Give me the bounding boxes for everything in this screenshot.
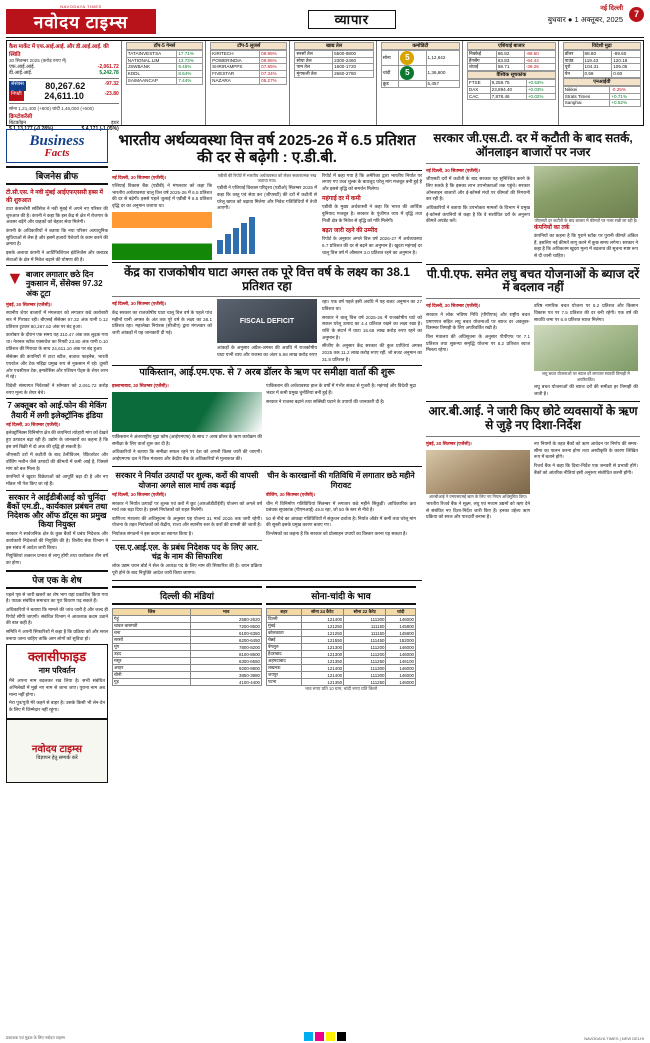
page-one-item-2: अधिकारियों ने बताया कि मामले की जांच जारी है और जल्द ही रिपोर्ट सौंपी जाएगी। संबंधित विभाग ने आवश्यक कदम उठाने की बात कही है। — [6, 606, 108, 626]
export-body-2: वाणिज्य मंत्रालय की अधिसूचना के अनुसार यह योजना 31 मार्च 2026 तक जारी रहेगी। योजना के तहत निर्यातकों को केंद्रीय, राज्य और स्थानीय स्तर के करों की वापसी की जाती है। — [112, 515, 262, 528]
edible-oil-table — [294, 50, 373, 78]
table-row: पाम तेल 1600-1720 — [295, 64, 373, 71]
lead-more-1: एडीबी के मुख्य अर्थशास्त्री ने कहा कि भारत की आर्थिक बुनियाद मजबूत है। सरकार के पूंजीगत व्यय में वृद्धि तथा निजी क्षेत्र के निवेश से वृद्धि को गति मिलेगी। — [322, 204, 422, 223]
page-one-item-1: पहले पृष्ठ से जारी खबरों का शेष भाग यहां प्रकाशित किया गया है। पाठक संबंधित समाचार का पूरा विवरण पढ़ सकते हैं। — [6, 591, 108, 604]
pakistan-body-2: अधिकारियों ने बताया कि समीक्षा सफल रहने पर देश को अगली किस्त जारी की जाएगी। आईएमएफ दल ने वित्त मंत्रालय और केंद्रीय बैंक के अधिकारियों से मुलाकात की। — [112, 449, 262, 461]
market-data-strip — [6, 40, 644, 132]
lead-dateline: नई दिल्ली, 30 सितम्बर (एजेंसी)। — [112, 174, 167, 180]
sensex-label: सेंसेक्स — [9, 81, 26, 91]
edible-oil-title: खाद्य तेल — [294, 42, 373, 50]
gold-silver-table: शहर सोना 24 कैरेट सोना 22 कैरेट चांदी दिल्ली 121400 111300 146000 मुंबई 121250 111150 145800 कोलकाता 121250 111150 145800 चेन्नई 121550 111450 152000 बेंगलुरु 121300 111200 146000 हैदराबाद 121300 111200 146000 अहमदाबाद 121350 111250 146100 लखनऊ 121400 111300 146000 जयपुर 121400 111300 146000 पटना 121350 111250 146000 — [268, 609, 414, 685]
table-row: पाउंड 119.43 120.18 — [563, 57, 640, 64]
table-row: उड़द 8100-8600 — [114, 651, 260, 657]
table-row: Nikkei -0.25% — [563, 86, 640, 93]
table-row: मुंबई 121250 111150 145800 — [268, 623, 414, 629]
page-one-item-3: समिति ने अपनी सिफारिशों में कहा है कि प्रक्रिया को और सरल बनाया जाना चाहिए ताकि आम लोगों को सुविधा हो। — [6, 628, 108, 641]
table-row: Sanghai +0.52% — [563, 100, 640, 107]
edible-oil-box — [292, 41, 376, 125]
pakistan-flag-photo — [112, 392, 262, 432]
advertisement-box — [6, 719, 108, 783]
gold-silver-line: सोना 1,21,400 (+800) चांदी 1,46,000 (+600) — [9, 106, 94, 111]
table-row: क्रूड 5,457 — [381, 81, 459, 88]
commodity-title: कमोडिटी — [381, 42, 460, 50]
gst-dateline: नई दिल्ली, 30 सितम्बर (एजेंसी)। — [426, 167, 481, 173]
gst-body-1: जीएसटी दरों में कटौती के बाद सरकार यह सुनिश्चित करने के लिए सतर्क है कि इसका लाभ उपभोक्ताओं तक पहुंचे। सरकार ऑनलाइन बाजारों और ई-कॉमर्स मंचों पर कीमतों की निगरानी कर रही है। — [426, 176, 530, 202]
fiscal-headline: केंद्र का राजकोषीय घाटा अगस्त तक पूरे वित्त वर्ष के लक्ष्य का 38.1 प्रतिशत रहा — [124, 264, 410, 293]
electronics-story-dateline: नई दिल्ली, 30 सितम्बर (एजेंसी)। — [6, 421, 61, 427]
gold-silver-note: भाव रुपए प्रति 10 ग्राम, चांदी रुपए प्रति किलो — [304, 686, 378, 692]
lead-body — [112, 173, 422, 260]
forex-title: विदेशी मुद्रा — [563, 42, 641, 50]
table-row: KDDL 8.64% — [126, 71, 202, 78]
brief-body-3: इसके अलावा कंपनी ने आर्टिफिशियल इंटेलिजेंस और क्लाउड सेवाओं के क्षेत्र में निवेश बढ़ाने की घोषणा की है। — [6, 249, 108, 262]
nifty-value: 24,611.10 — [44, 91, 84, 101]
rbi-dateline: मुंबई, 30 सितम्बर (एजेंसी)। — [426, 441, 472, 447]
market-story-dateline: मुंबई, 30 सितम्बर (एजेंसी)। — [6, 301, 52, 307]
commodity-box — [379, 41, 463, 125]
fiscal-body-3: सरकार ने चालू वित्त वर्ष 2025-26 में राजकोषीय घाटे को सकल घरेलू उत्पाद का 4.4 प्रतिशत रखने का लक्ष्य रखा है। राशि के संदर्भ में घाटा 15.69 लाख करोड़ रुपए रहने का अनुमान है। — [322, 314, 422, 340]
ad-line: विज्ञापन हेतु सम्पर्क करें — [36, 754, 78, 761]
electronics-story-body-1: इलेक्ट्रॉनिक्स विनिर्माण क्षेत्र की कंपनियां त्योहारी मांग को देखते हुए उत्पादन बढ़ा रही हैं। उद्योग के जानकारों का कहना है कि इस वर्ष बिक्री में दो अंक की वृद्धि हो सकती है। — [6, 430, 108, 449]
nav-index-title: एनआईवी — [563, 78, 641, 86]
lead-more-2: रिपोर्ट के अनुसार अगले वित्त वर्ष 2026-27 में अर्थव्यवस्था 6.7 प्रतिशत की दर से बढ़ने का अनुमान है। खुदरा महंगाई दर चालू वित्त वर्ष में औसतन 3.0 प्रतिशत रहने का अनुमान है। — [322, 236, 422, 255]
table-row: पटना 121350 111250 146000 — [268, 679, 414, 685]
date-label: बुधवार ● 1 अक्तूबर, 2025 — [547, 14, 623, 24]
ad-brand: नवोदय टाइम्स — [31, 743, 83, 755]
lead-headline: भारतीय अर्थव्यवस्था वित्त वर्ष 2025-26 में 6.5 प्रतिशत की दर से बढ़ेगी : ए.डी.बी. — [118, 132, 416, 167]
table-row: JSWBANK 9.46% — [126, 64, 202, 71]
table-row: Strats Times +0.71% — [563, 93, 640, 100]
rbi-body-2: नए नियमों के तहत बैंकों को ऋण आवेदन पर निर्णय की समय-सीमा का पालन करना होगा तथा अस्वीकृति के कारण लिखित रूप में बताने होंगे। — [534, 441, 638, 460]
lead-sub-2: बढ़त जारी रहने की उम्मीद — [322, 228, 378, 235]
pakistan-body-4: सरकार ने राजस्व बढ़ाने तथा सब्सिडी घटाने के उपायों की जानकारी दी है। — [266, 398, 385, 404]
market-story-headline: बाजार लगातार छठे दिन नुकसान में, सेंसेक्स 97.32 अंक टूटा — [25, 270, 103, 298]
pakistan-body-1: पाकिस्तान ने अंतरराष्ट्रीय मुद्रा कोष (आईएमएफ) के साथ 7 अरब डॉलर के ऋण कार्यक्रम की समीक्षा के लिए वार्ता शुरू कर दी है। — [112, 433, 262, 446]
market-story-body-2: कारोबार के दौरान एक समय यह 310.47 अंक तक लुढ़क गया था। नेशनल स्टॉक एक्सचेंज का निफ्टी 23.80 अंक यानी 0.10 प्रतिशत की गिरावट के साथ 24,611.10 अंक पर बंद हुआ। — [6, 332, 108, 351]
top-gainers-table — [126, 50, 203, 85]
pakistan-headline: पाकिस्तान, आई.एम.एफ. से 7 अरब डॉलर के ऋण पर समीक्षा वार्ता की शुरू — [139, 367, 395, 379]
rbi-headline: आर.बी.आई. ने जारी किए छोटे व्यवसायों के ऋण से जुड़े नए दिशा-निर्देश — [428, 404, 638, 433]
table-row: SHRIRAMPPS 07.85% — [211, 64, 287, 71]
edition-label: नई दिल्ली — [600, 5, 623, 12]
table-row: शंघाई 58.71 -39.26 — [467, 64, 555, 71]
table-row: अहमदाबाद 121350 111250 146100 — [268, 658, 414, 664]
ppf-body-4: लघु बचत योजनाओं की ब्याज दरों की समीक्षा हर तिमाही की जाती है। — [534, 384, 638, 396]
gst-sub-1: कंपनियों का तर्क — [534, 225, 570, 232]
table-row: मूंगफली तेल 2660-2780 — [295, 71, 373, 78]
nifty-change: -23.80 — [104, 91, 119, 97]
table-row: निक्केई 86.82 -89.50 — [467, 51, 555, 58]
rbi-body-1: भारतीय रिजर्व बैंक ने सूक्ष्म, लघु एवं मध्यम उद्यमों को ऋण देने से संबंधित नए दिशा-निर्देश जारी किए हैं। इनका उद्देश्य ऋण प्रक्रिया को सरल और पारदर्शी बनाना है। — [426, 501, 530, 520]
china-body-3: विश्लेषकों का कहना है कि सरकार को प्रोत्साहन उपायों का विस्तार करना पड़ सकता है। — [266, 531, 408, 537]
gst-body-3: कंपनियों का कहना है कि पुराने स्टॉक पर पुरानी कीमतें अंकित हैं, इसलिए नई कीमतें लागू करने में कुछ समय लगेगा। सरकार ने कहा है कि अधिकतम खुदरा मूल्य में बदलाव की सूचना स्पष्ट रूप से दी जानी चाहिए। — [534, 233, 638, 259]
cmyk-registration-marks — [304, 1032, 346, 1041]
footer-right-note: NAVODAYA TIMES | NEW DELHI — [584, 1036, 644, 1041]
fiscal-deficit-graphic — [217, 299, 317, 343]
table-row: दिल्ली 121400 111300 146000 — [268, 616, 414, 622]
bitcoin-label: बिटकॉइन — [9, 120, 27, 126]
rbi-body-3: रिजर्व बैंक ने कहा कि दिशा-निर्देश एक जनवरी से प्रभावी होंगे। बैंकों को आंतरिक नीतियां इसी अनुरूप संशोधित करनी होंगी। — [534, 463, 638, 475]
gst-photo-caption: जीएसटी दर कटौती के बाद बाजार में कीमतों पर नजर रखी जा रही है। — [534, 217, 638, 223]
commodity-table — [381, 50, 460, 88]
nifty-label: निफ्टी — [9, 91, 24, 101]
gst-body-2: अधिकारियों ने बताया कि उपभोक्ता मामलों के विभाग ने प्रमुख ई-कॉमर्स कंपनियों से कहा है कि वे संशोधित दरों के अनुरूप कीमतें अपडेट करें। — [426, 204, 530, 224]
table-row: मसूर 6300-6550 — [114, 658, 260, 664]
table-row: FTSE 9,259.75 +0.53% — [467, 80, 555, 87]
left-column — [6, 129, 108, 783]
page-number: 7 — [629, 7, 644, 22]
ppf-dateline: नई दिल्ली, 30 सितम्बर (एजेंसी)। — [426, 303, 481, 309]
brief-headline: टी.सी.एस. ने नवी मुंबई आईएफएससी हब्स में की शुरुआत — [6, 190, 104, 204]
classified-body-1: मैंने अपना नाम बदलकर रख लिया है। सभी संबंधित अभिलेखों में मुझे नए नाम से जाना जाए। पुराना नाम अब मान्य नहीं होगा। — [9, 678, 105, 697]
table-row: यूरो 104.31 105.05 — [563, 64, 640, 71]
ppf-body-2: वित्त मंत्रालय की अधिसूचना के अनुसार पीपीएफ पर 7.1 प्रतिशत तथा सुकन्या समृद्धि योजना पर 8.2 प्रतिशत ब्याज मिलता रहेगा। — [426, 333, 530, 353]
export-dateline: नई दिल्ली, 30 सितम्बर (एजेंसी)। — [112, 491, 167, 497]
right-column — [426, 129, 640, 783]
brief-body-1: टाटा कंसल्टेंसी सर्विसेज ने नवी मुंबई में अपने नए परिसर की शुरुआत की है। कंपनी ने कहा कि इस केंद्र से क्षेत्र में रोजगार के अवसर बढ़ेंगे और ग्राहकों को बेहतर सेवा मिलेगी। — [6, 206, 108, 225]
idbi-story-headline: सरकार ने आईडीबीआई को चुनिंदा बैंकों एम.डी., कार्यकाल प्रबंधन तथा निदेशक और ऑफ डॉट्स का प्रमुख किया नियुक्त — [6, 492, 108, 530]
lead-body-3: रिपोर्ट में कहा गया है कि अमेरिका द्वारा भारतीय निर्यात पर लगाए गए उच्च शुल्क के बावजूद घरेलू मांग मजबूत बनी हुई है और इससे वृद्धि को समर्थन मिलेगा। — [322, 172, 422, 191]
india-flag-photo — [112, 212, 212, 260]
gst-market-photo — [534, 166, 638, 218]
top-losers-table — [210, 50, 287, 85]
table-row: सोना 5 1,12,642 — [381, 51, 459, 66]
idbi-story-body-1: सरकार ने सार्वजनिक क्षेत्र के कुछ बैंकों में प्रबंध निदेशक और कार्यकारी निदेशकों की नियुक्ति की है। वित्तीय सेवा विभाग ने इस संबंध में आदेश जारी किया। — [6, 531, 108, 550]
table-row: चावल बासमती 7200-8500 — [114, 623, 260, 629]
table-row: गुड़ 4100-4400 — [114, 679, 260, 685]
lead-body-1: एशियाई विकास बैंक (एडीबी) ने मंगलवार को कहा कि भारतीय अर्थव्यवस्था चालू वित्त वर्ष 2025-26 में 6.5 प्रतिशत की दर से बढ़ेगी। इससे पहले जुलाई में एडीबी ने 6.5 प्रतिशत वृद्धि दर का अनुमान जताया था। — [112, 183, 212, 209]
table-row: सरसों 6200-6450 — [114, 637, 260, 643]
down-arrow-icon: ▼ — [6, 268, 24, 289]
section-tag-label: व्यापार — [308, 10, 396, 29]
fii-dii-date: 30 सितम्बर 2025 (करोड़ रुपए में) — [9, 58, 67, 63]
silver-coin-icon: 5 — [400, 66, 414, 80]
crypto-title: क्रिप्टोकरेंसी — [9, 114, 33, 120]
china-story — [266, 469, 416, 578]
idbi-story-body-2: नियुक्तियां तत्काल प्रभाव से लागू होंगी तथा कार्यकाल तीन वर्ष का होगा। — [6, 553, 108, 565]
growth-bar-chart — [217, 214, 317, 254]
business-facts-box — [6, 129, 108, 163]
page-one-rest-title: पेज एक के शेष — [6, 570, 108, 589]
table-row: NATIONAL.LIM 13.73% — [126, 57, 202, 64]
table-row: सरसों तेल 5500-9800 — [295, 51, 373, 58]
fiscal-body-1: केंद्र सरकार का राजकोषीय घाटा चालू वित्त वर्ष के पहले पांच महीनों यानी अगस्त के अंत तक पूरे वर्ष के लक्ष्य का 38.1 प्रतिशत रहा। महालेखा नियंत्रक (सीजीए) द्वारा मंगलवार को जारी आंकड़ों में यह जानकारी दी गई। — [112, 310, 212, 335]
sail-body-1: लोक उद्यम चयन बोर्ड ने सेल के अध्यक्ष पद के लिए नाम की सिफारिश की है। चयन प्रक्रिया पूरी होने के बाद नियुक्ति आदेश जारी किया जाएगा। — [112, 563, 262, 575]
fii-dii-title: कैश मार्केट में एफ.आई.आई. और डी.आई.आई. की स्थिति — [9, 44, 109, 58]
section-tag — [308, 10, 396, 29]
market-story-body-4: विदेशी संस्थागत निवेशकों ने सोमवार को 2,061.72 करोड़ रुपए मूल्य के शेयर बेचे। — [6, 383, 108, 395]
pakistan-dateline: इस्लामाबाद, 30 सितम्बर (एजेंसी)। — [112, 383, 169, 389]
ppf-body-1: सरकार ने लोक भविष्य निधि (पीपीएफ) और राष्ट्रीय बचत प्रमाणपत्र सहित लघु बचत योजनाओं पर ब्याज दर अक्तूबर-दिसम्बर तिमाही के लिए अपरिवर्तित रखी है। — [426, 311, 530, 331]
table-row: हैदराबाद 121300 111200 146000 — [268, 651, 414, 657]
dii-value: 5,242.78 — [99, 70, 119, 76]
table-row: मूंग 7800-8200 — [114, 644, 260, 650]
china-headline: चीन के कारखानों की गतिविधि में लगातार छठे महीने गिरावट — [267, 471, 415, 490]
lead-body-2: एडीबी ने एशियाई विकास परिदृश्य (एडीओ) सितम्बर 2025 में कहा कि वस्तु एवं सेवा कर (जीएसटी) की दरों में कटौती से घरेलू खपत को बढ़ावा मिलेगा और निवेश गतिविधियों में तेजी आएगी। — [217, 185, 317, 211]
logo-hindi-name: नवोदय टाइम्स — [6, 9, 156, 34]
rbi-msme-photo — [426, 450, 530, 494]
footer-left-note: प्रकाशक एवं मुद्रक के लिए नवोदय टाइम्स — [6, 1035, 65, 1040]
rbi-photo-caption: आरबीआई ने एमएसएमई ऋण के लिए नए नियम अधिसूचित किए। — [428, 493, 528, 499]
table-row: सोया तेल 2300-2460 — [295, 57, 373, 64]
gold-silver-title: सोना-चांदी के भाव — [266, 586, 416, 605]
global-index-table — [467, 79, 556, 100]
bitcoin-value: $ 1,13,177 (-0.28%) — [9, 126, 54, 132]
fii-dii-box — [7, 41, 122, 132]
top-losers-title: टॉप-5 लूजर्स — [210, 42, 287, 50]
sensex-value: 80,267.62 — [45, 81, 86, 91]
ether-value: $ 4,171 (-1.05%) — [81, 126, 119, 132]
table-row: लखनऊ 121400 111300 146000 — [268, 665, 414, 671]
electronics-story-body-3: कंपनियों ने खुदरा विक्रेताओं को आपूर्ति बढ़ा दी है और नए मॉडल भी पेश किए जा रहे हैं। — [6, 474, 108, 486]
market-story-body-3: सेंसेक्स की कंपनियों में टाटा स्टील, बजाज फाइनेंस, भारती एयरटेल और टेक महिंद्रा प्रमुख रूप से नुकसान में रहे। दूसरी ओर एचसीएल टेक, इन्फोसिस और एशियन पेंट्स के शेयर लाभ में रहे। — [6, 354, 108, 380]
top-gainers-title: टॉप-5 गेनर्स — [126, 42, 203, 50]
center-column — [112, 129, 422, 783]
market-story-body-1: स्थानीय शेयर बाजारों में मंगलवार को लगातार छठे कारोबारी सत्र में गिरावट रही। बीएसई सेंसेक्स 97.32 अंक यानी 0.12 प्रतिशत टूटकर 80,267.62 अंक पर बंद हुआ। — [6, 310, 108, 329]
asian-markets-box — [465, 41, 559, 125]
table-row: CAC 7,878.46 +0.02% — [467, 93, 555, 100]
global-index-title: वैश्विक सूचकांक — [467, 71, 556, 79]
fiscal-dateline: नई दिल्ली, 30 सितम्बर (एजेंसी)। — [112, 301, 167, 307]
forex-table — [563, 50, 641, 78]
table-row: कोलकाता 121250 111150 145800 — [268, 630, 414, 636]
brief-body-2: कंपनी के अधिकारियों ने बताया कि नया परिसर अत्याधुनिक सुविधाओं से लैस है और इसमें हजारों पेशेवरों के काम करने की क्षमता है। — [6, 227, 108, 247]
gst-headline: सरकार जी.एस.टी. दर में कटौती के बाद सतर्क, ऑनलाइन बाजारों पर नजर — [433, 131, 633, 159]
asian-markets-title: एशियाई बाजार — [467, 42, 556, 50]
ppf-savings-photo — [534, 325, 638, 371]
fii-value: -2,061.72 — [97, 64, 119, 70]
ppf-headline: पी.पी.एफ. समेत लघु बचत योजनाओं के ब्याज दरें में बदलाव नहीं — [426, 266, 640, 295]
table-row: DAX 23,894.40 +0.03% — [467, 86, 555, 93]
logo-block — [6, 4, 156, 34]
table-row: डॉलर 88.80 -89.50 — [563, 51, 640, 58]
delhi-mandi-table: जिंस भाव गेहूं 2580-2620 चावल बासमती 7200-8500 चना 6100-6350 सरसों 6200-6450 मूंग 7800-8200 उड़द 8100-8600 मसूर 6300-6550 अरहर 9200-9800 चीनी 3850-3980 गुड़ 4100-4400 — [114, 609, 260, 685]
lead-sub-1: महंगाई दर में कमी — [322, 196, 361, 203]
business-facts-title: Business — [29, 133, 85, 149]
logo-english-name: NAVODAYA TIMES — [60, 4, 102, 9]
business-brief-title: बिजनेस ब्रीफ — [6, 166, 108, 185]
table-row: जयपुर 121400 111300 146000 — [268, 672, 414, 678]
bottom-tables — [112, 583, 422, 692]
fiscal-body-2: आंकड़ों के अनुसार अप्रैल-अगस्त की अवधि में राजकोषीय घाटा यानी व्यय और राजस्व का अंतर 5.98 लाख करोड़ रुपए रहा। एक वर्ष पहले इसी अवधि में यह बजट अनुमान का 27 प्रतिशत था। — [217, 299, 422, 358]
masthead — [6, 4, 644, 38]
table-row: TATAINVESTSA 17.71% — [126, 51, 202, 58]
export-story — [112, 469, 262, 578]
china-body-2: 50 से नीचे का आंकड़ा गतिविधियों में संकुचन दर्शाता है। निर्यात ऑर्डर में कमी तथा घरेलू मांग की सुस्ती इसके प्रमुख कारण बताए गए। — [266, 515, 416, 528]
lead-photo-caption: एडीबी की रिपोर्ट में भारतीय अर्थव्यवस्था को लेकर सकारात्मक रुख जताया गया। — [217, 172, 317, 183]
table-row: KIRITECH 09.95% — [211, 51, 287, 58]
top-gainers-box — [124, 41, 206, 125]
pakistan-body-3: पाकिस्तान की अर्थव्यवस्था हाल के वर्षों में गंभीर संकट से गुजरी है। महंगाई और विदेशी मुद्रा भंडार में कमी प्रमुख चुनौतियां बनी हुई हैं। — [266, 383, 416, 395]
fiscal-deficit-label: FISCAL DEFICIT — [239, 317, 295, 325]
classified-subtitle: नाम परिवर्तन — [38, 666, 76, 676]
sensex-change: -97.32 — [104, 81, 119, 87]
table-row: FIVESTAR 07.34% — [211, 71, 287, 78]
table-row: हैंगसेंग 63.83 -64.44 — [467, 57, 555, 64]
main-content — [6, 129, 644, 783]
table-row: येन 0.59 0.60 — [563, 71, 640, 78]
business-facts-subtitle: Facts — [44, 147, 70, 159]
fiscal-body — [112, 299, 422, 363]
dii-label: डी.आई.आई. — [9, 70, 33, 76]
table-row: गेहूं 2580-2620 — [114, 616, 260, 622]
table-row: POWERINDIA 09.86% — [211, 57, 287, 64]
fiscal-body-4: सीजीए के अनुसार केंद्र सरकार की कुल प्राप्तियां अगस्त 2025 तक 11.2 लाख करोड़ रुपए रहीं, जो बजट अनुमान का 31.8 प्रतिशत है। — [322, 343, 422, 362]
sail-headline: एस.ए.आई.एल. के प्रबंध निदेशक पद के लिए आर. चंद्र के नाम की सिफारिश — [115, 542, 259, 561]
table-row: चेन्नई 121550 111450 152000 — [268, 637, 414, 643]
fii-label: एफ.आई.आई. — [9, 64, 35, 70]
gold-coin-icon: 5 — [400, 51, 414, 65]
electronics-story-body-2: जीएसटी दरों में कटौती के बाद टेलीविजन, रेफ्रिजरेटर और वॉशिंग मशीन जैसे उत्पादों की कीमतों में कमी आई है, जिससे मांग को बल मिला है। — [6, 452, 108, 471]
classified-box — [6, 644, 108, 718]
ppf-body-3: वरिष्ठ नागरिक बचत योजना पर 8.2 प्रतिशत और किसान विकास पत्र पर 7.5 प्रतिशत की दर बनी रहेगी। एक वर्ष की सावधि जमा पर 6.9 प्रतिशत ब्याज मिलेगा। — [534, 303, 638, 322]
classified-title: क्लासीफाइड — [27, 649, 87, 665]
export-body-1: सरकार ने निर्यात उत्पादों पर शुल्क एवं करों में छूट (आरओडीटीईपी) योजना को अगले वर्ष मार्च तक बढ़ा दिया है। इससे निर्यातकों को राहत मिलेगी। — [112, 500, 262, 513]
ppf-photo-caption: लघु बचत योजनाओं पर ब्याज दरें लगातार सातवीं तिमाही में अपरिवर्तित। — [542, 371, 630, 382]
china-dateline: बीजिंग, 30 सितम्बर (एजेंसी)। — [266, 491, 316, 497]
masthead-right — [548, 4, 644, 25]
ether-label: इथर — [111, 120, 119, 126]
china-body-1: चीन में विनिर्माण गतिविधियां सितम्बर में लगातार छठे महीने सिकुड़ीं। आधिकारिक क्रय प्रबंधक सूचकांक (पीएमआई) 49.8 रहा, जो 50 के स्तर से नीचे है। — [266, 500, 416, 513]
table-row: चांदी 5 1,36,600 — [381, 66, 459, 81]
asian-markets-table — [467, 50, 556, 71]
table-row: NAZARA 05.27% — [211, 77, 287, 84]
forex-box — [561, 41, 643, 125]
classified-body-2: मेरा पुत्र/पुत्री मेरे कहने से बाहर है। उसके किसी भी लेन-देन के लिए मैं जिम्मेदार नहीं रहूंगा। — [9, 700, 105, 712]
export-headline: सरकार ने निर्यात उत्पादों पर शुल्क, करों की वापसी योजना अगले साल मार्च तक बढ़ाई — [115, 471, 259, 490]
export-body-3: निर्यातक संगठनों ने इस कदम का स्वागत किया है। — [112, 531, 193, 537]
table-row: अरहर 9200-9800 — [114, 665, 260, 671]
nav-index-table — [563, 86, 641, 107]
electronics-story-headline: 7 अक्तूबर को आई.फोन की मेकिंग तैयारी में लगी इलेक्ट्रॉनिक इंडिया — [7, 401, 107, 420]
delhi-mandi-title: दिल्ली की मंडियां — [112, 586, 262, 605]
table-row: बेंगलुरु 121300 111200 146000 — [268, 644, 414, 650]
top-losers-box — [208, 41, 290, 125]
table-row: SAIMAANCAP 7.44% — [126, 77, 202, 84]
table-row: चना 6100-6350 — [114, 630, 260, 636]
table-row: चीनी 3850-3980 — [114, 672, 260, 678]
